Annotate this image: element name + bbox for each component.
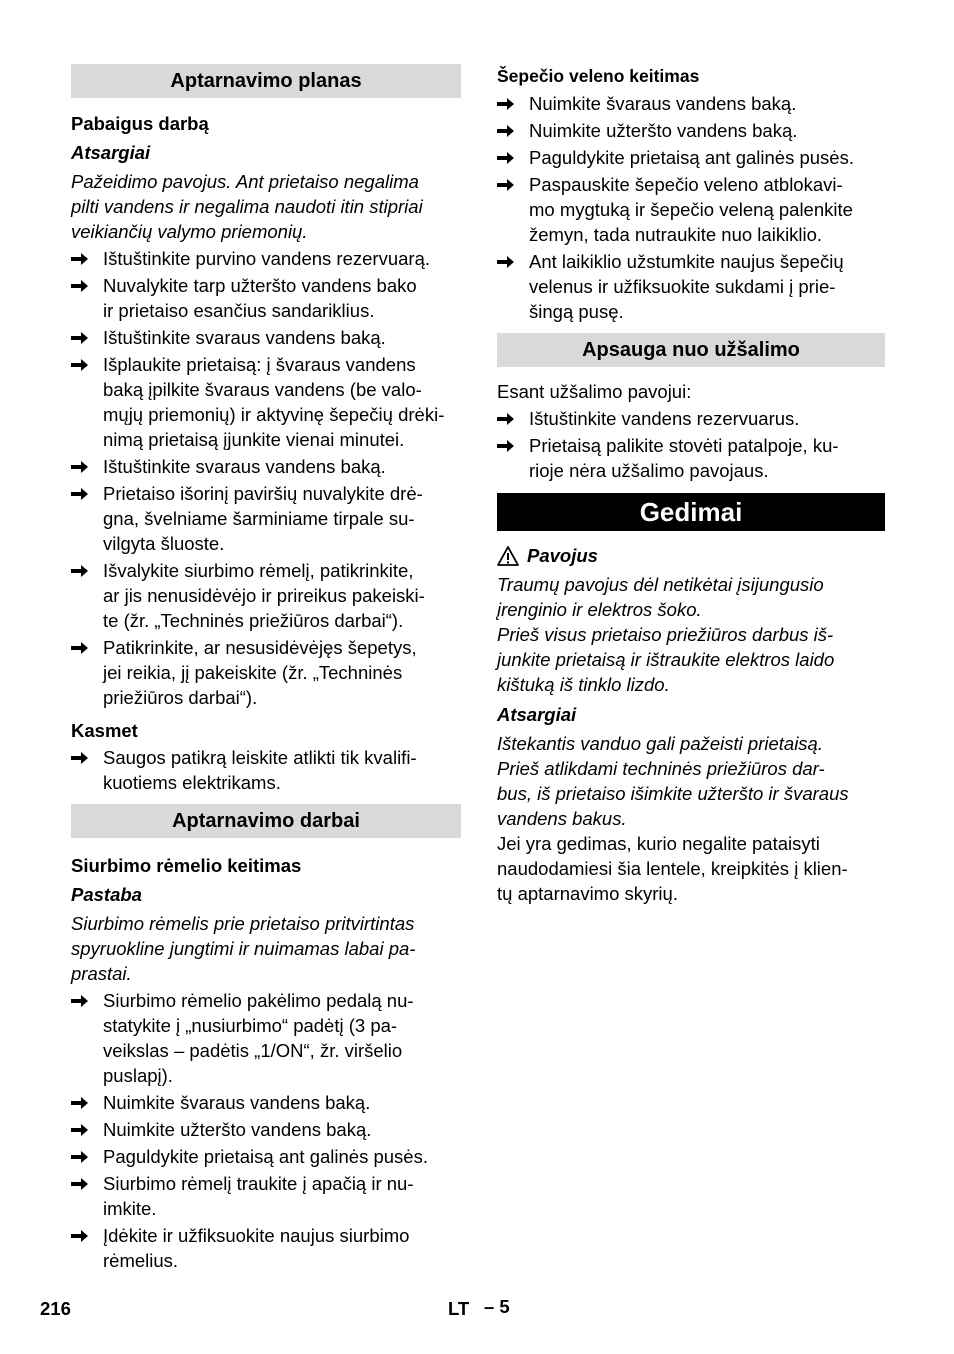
instruction-step: [71, 246, 461, 271]
arrow-right-icon: [497, 91, 519, 116]
step-line: ir prietaiso esančius sandariklius.: [103, 300, 375, 321]
instruction-step: [71, 481, 461, 556]
chapter-title-faults: Gedimai: [497, 493, 885, 531]
step-line: vilgyta šluoste.: [103, 533, 225, 554]
section-band-maintenance-plan: Aptarnavimo planas: [71, 64, 461, 98]
arrow-right-icon: [497, 433, 519, 458]
arrow-right-icon: [71, 246, 93, 271]
instruction-step: [71, 558, 461, 633]
step-line: Paguldykite prietaisą ant galinės pusės.: [529, 147, 854, 168]
section-band-maintenance-work: Aptarnavimo darbai: [71, 804, 461, 838]
arrow-right-icon: [71, 1144, 93, 1169]
text-line: Traumų pavojus dėl netikėtai įsijungusio: [497, 574, 824, 595]
step-line: imkite.: [103, 1198, 157, 1219]
arrow-right-icon: [497, 406, 519, 431]
step-line: te (žr. „Techninės priežiūros darbai“).: [103, 610, 404, 631]
step-line: Paguldykite prietaisą ant galinės pusės.: [103, 1146, 428, 1167]
arrow-right-icon: [497, 145, 519, 170]
step-line: Išvalykite siurbimo rėmelį, patikrinkite,: [103, 560, 414, 581]
caution-text: [71, 169, 461, 244]
section-band-frost: Apsauga nuo užšalimo: [497, 333, 885, 367]
step-line: statykite į „nusiurbimo“ padėtį (3 pa-: [103, 1015, 398, 1036]
arrow-right-icon: [497, 249, 519, 274]
instruction-step: [71, 273, 461, 323]
arrow-right-icon: [71, 273, 93, 298]
step-line: Siurbimo rėmelio pakėlimo pedalą nu-: [103, 990, 414, 1011]
text-line: naudodamiesi šia lentele, kreipkitės į klien-: [497, 858, 848, 879]
text-line: Ištekantis vanduo gali pažeisti prietaisą.: [497, 733, 823, 754]
step-line: puslapį).: [103, 1065, 173, 1086]
step-line: ar jis nenusidėvėjo ir prireikus pakeiski-: [103, 585, 425, 606]
right-column: [497, 62, 885, 906]
instruction-step: [71, 1223, 461, 1273]
language-code: LT: [448, 1298, 470, 1319]
step-line: baką įpilkite švaraus vandens (be valo-: [103, 379, 422, 400]
text-line: Prieš atlikdami techninės priežiūros dar-: [497, 758, 825, 779]
step-line: Nuimkite švaraus vandens baką.: [103, 1092, 371, 1113]
instruction-step: [71, 352, 461, 452]
section-page-number: – 5: [484, 1296, 510, 1317]
step-line: Nuimkite užteršto vandens baką.: [103, 1119, 372, 1140]
text-line: veikiančių valymo priemonių.: [71, 221, 308, 242]
frost-steps: [497, 406, 885, 483]
step-line: Ištuštinkite purvino vandens rezervuarą.: [103, 248, 431, 269]
arrow-right-icon: [71, 558, 93, 583]
instruction-step: [497, 249, 885, 324]
brush-steps: [497, 91, 885, 324]
step-line: Prietaisą palikite stovėti patalpoje, ku-: [529, 435, 839, 456]
text-line: kištuką iš tinklo lizdo.: [497, 674, 670, 695]
step-line: Ant laikiklio užstumkite naujus šepečių: [529, 251, 844, 272]
instruction-step: [71, 454, 461, 479]
instruction-step: [71, 988, 461, 1088]
warning-triangle-icon: [497, 546, 519, 566]
danger-label: Pavojus: [527, 545, 598, 566]
caution-label: Atsargiai: [71, 142, 151, 163]
instruction-step: [497, 406, 885, 431]
step-line: Nuvalykite tarp užteršto vandens bako: [103, 275, 417, 296]
after-work-steps: [71, 246, 461, 710]
step-line: jei reikia, jį pakeiskite (žr. „Techninės: [103, 662, 403, 683]
step-line: Nuimkite užteršto vandens baką.: [529, 120, 798, 141]
text-line: pilti vandens ir negalima naudoti itin stipriai: [71, 196, 423, 217]
instruction-step: [71, 1117, 461, 1142]
squeegee-steps: [71, 988, 461, 1273]
text-line: spyruokline jungtimi ir nuimamas labai pa-: [71, 938, 416, 959]
step-line: Saugos patikrą leiskite atlikti tik kvalifi-: [103, 747, 417, 768]
arrow-right-icon: [71, 635, 93, 660]
danger-text: [497, 572, 885, 697]
text-line: prastai.: [71, 963, 132, 984]
step-line: priežiūros darbai“).: [103, 687, 258, 708]
text-line: Siurbimo rėmelis prie prietaiso pritvirtintas: [71, 913, 415, 934]
instruction-step: [497, 145, 885, 170]
text-line: Pažeidimo pavojus. Ant prietaiso negalima: [71, 171, 419, 192]
instruction-step: [497, 433, 885, 483]
text-line: Prieš visus prietaiso priežiūros darbus iš-: [497, 624, 834, 645]
caution-text-faults: [497, 731, 885, 831]
step-line: Patikrinkite, ar nesusidėvėjęs šepetys,: [103, 637, 417, 658]
step-line: rėmelius.: [103, 1250, 179, 1271]
note-label: Pastaba: [71, 884, 142, 905]
arrow-right-icon: [71, 352, 93, 377]
arrow-right-icon: [497, 118, 519, 143]
step-line: Paspauskite šepečio veleno atblokavi-: [529, 174, 843, 195]
instruction-step: [71, 635, 461, 710]
step-line: Įdėkite ir užfiksuokite naujus siurbimo: [103, 1225, 410, 1246]
step-line: Prietaiso išorinį paviršių nuvalykite drė-: [103, 483, 423, 504]
arrow-right-icon: [71, 1171, 93, 1196]
arrow-right-icon: [71, 988, 93, 1013]
instruction-step: [71, 745, 461, 795]
arrow-right-icon: [71, 481, 93, 506]
step-line: gna, švelniame šarminiame tirpale su-: [103, 508, 415, 529]
text-line: junkite prietaisą ir ištraukite elektros laido: [497, 649, 835, 670]
subheading-brush-roller: Šepečio veleno keitimas: [497, 66, 700, 86]
left-column: [71, 62, 461, 1273]
subheading-yearly: Kasmet: [71, 720, 138, 741]
step-line: Siurbimo rėmelį traukite į apačią ir nu-: [103, 1173, 414, 1194]
text-line: bus, iš prietaiso išimkite užteršto ir švaraus: [497, 783, 849, 804]
step-line: Nuimkite švaraus vandens baką.: [529, 93, 797, 114]
step-line: Ištuštinkite svaraus vandens baką.: [103, 327, 386, 348]
instruction-step: [71, 1144, 461, 1169]
arrow-right-icon: [71, 1117, 93, 1142]
text-line: vandens bakus.: [497, 808, 627, 829]
step-line: veikslas – padėtis „1/ON“, žr. viršelio: [103, 1040, 403, 1061]
page-number: 216: [40, 1298, 71, 1319]
text-line: tų aptarnavimo skyrių.: [497, 883, 678, 904]
instruction-step: [497, 172, 885, 247]
step-line: mo mygtuką ir šepečio veleną palenkite: [529, 199, 853, 220]
instruction-step: [71, 1090, 461, 1115]
subheading-after-work: Pabaigus darbą: [71, 113, 209, 134]
arrow-right-icon: [71, 745, 93, 770]
step-line: šingą pusę.: [529, 301, 624, 322]
arrow-right-icon: [71, 454, 93, 479]
step-line: rioje nėra užšalimo pavojaus.: [529, 460, 769, 481]
step-line: Ištuštinkite svaraus vandens baką.: [103, 456, 386, 477]
yearly-steps: [71, 745, 461, 795]
step-line: žemyn, tada nutraukite nuo laikiklio.: [529, 224, 823, 245]
step-line: kuotiems elektrikams.: [103, 772, 281, 793]
step-line: nimą prietaisą įjunkite vienai minutei.: [103, 429, 405, 450]
arrow-right-icon: [71, 1090, 93, 1115]
instruction-step: [497, 118, 885, 143]
caution-label-faults: Atsargiai: [497, 704, 577, 725]
step-line: velenus ir užfiksuokite sukdami į prie-: [529, 276, 836, 297]
instruction-step: [71, 1171, 461, 1221]
note-text: [71, 911, 461, 986]
arrow-right-icon: [71, 1223, 93, 1248]
step-line: Ištuštinkite vandens rezervuarus.: [529, 408, 800, 429]
text-line: Jei yra gedimas, kurio negalite pataisyti: [497, 833, 820, 854]
arrow-right-icon: [497, 172, 519, 197]
step-line: Išplaukite prietaisą: į švaraus vandens: [103, 354, 416, 375]
frost-intro: Esant užšalimo pavojui:: [497, 381, 692, 402]
danger-heading: [497, 543, 885, 568]
faults-text: [497, 831, 885, 906]
arrow-right-icon: [71, 325, 93, 350]
instruction-step: [497, 91, 885, 116]
instruction-step: [71, 325, 461, 350]
text-line: įrenginio ir elektros šoko.: [497, 599, 702, 620]
step-line: mųjų priemonių) ir aktyvinę šepečių drėki-: [103, 404, 445, 425]
subheading-squeegee: Siurbimo rėmelio keitimas: [71, 855, 302, 876]
